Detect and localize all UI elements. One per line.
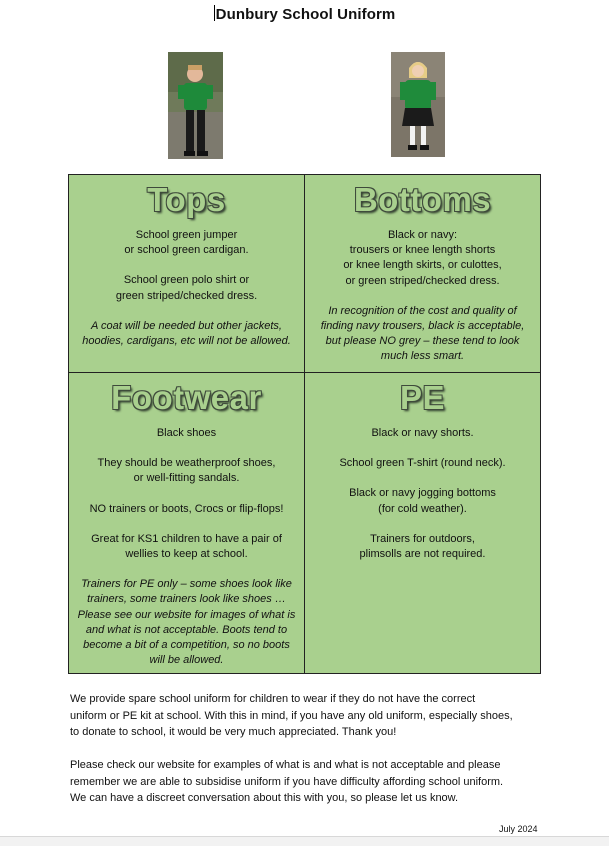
section-body: School green jumper or school green cardigan. School green polo shirt or green striped/checked dress. A coat will be needed but other jackets, hoodies, cardigans, etc will not be allowed. xyxy=(82,229,291,348)
section-bottoms xyxy=(305,175,540,373)
section-pe xyxy=(305,373,540,673)
uniform-grid xyxy=(68,174,541,674)
document-title: Dunbury School Uniform xyxy=(215,6,396,23)
girl-photo xyxy=(391,52,445,157)
section-footwear xyxy=(69,373,305,673)
section-heading: Tops xyxy=(147,181,226,218)
document-date: July 2024 xyxy=(499,824,538,834)
section-tops xyxy=(69,175,305,373)
section-body: Black or navy shorts. School green T-shirt (round neck). Black or navy jogging bottoms (for cold weather). Trainers for outdoors, plimsolls are not required. xyxy=(339,427,506,561)
section-heading: Bottoms xyxy=(353,181,492,218)
spare-uniform-paragraph: We provide spare school uniform for children to wear if they do not have the correct uniform or PE kit at school. With this in mind, if you have any old uniform, especially shoes, to donate to school, it would be very much appreciated. Thank you! xyxy=(70,693,513,738)
boy-photo xyxy=(168,52,223,159)
section-body: Black shoes They should be weatherproof shoes, or well-fitting sandals. NO trainers or boots, Crocs or flip-flops! Great for KS1 children to have a pair of wellies to keep at school. Trainers for PE only – some shoes look like trainers, some trainers look like shoes … Please see our website for images of what is and what is not acceptable. Boots tend to become a bit of a competition, so no boots will be allowed. xyxy=(77,427,296,667)
section-heading: PE xyxy=(399,379,446,416)
section-heading: Footwear xyxy=(111,379,262,416)
text-cursor xyxy=(214,5,215,21)
subsidy-paragraph: Please check our website for examples of what is and what is not acceptable and please remember we are able to subsidise uniform if you have difficulty affording school uniform. We can have a discreet conversation about this with you, so please let us know. xyxy=(70,759,504,804)
section-body: Black or navy: trousers or knee length shorts or knee length skirts, or culottes, or green striped/checked dress. In recognition of the cost and quality of finding navy trousers, black is acceptable, but please NO grey – these tend to look much less smart. xyxy=(320,229,525,363)
